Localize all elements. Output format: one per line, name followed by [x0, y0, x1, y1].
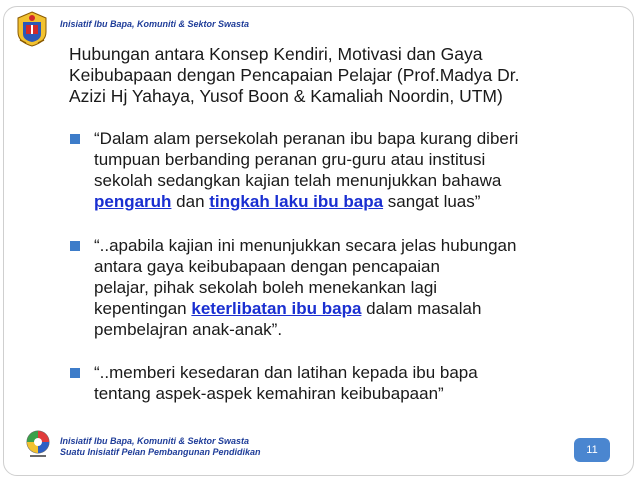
bullet-line: pelajar, pihak sekolah boleh menekankan lagi [94, 278, 438, 297]
bullet-line: pembelajran anak-anak”. [94, 320, 283, 339]
bullet-line: “..apabila kajian ini menunjukkan secara jelas hubungan [94, 236, 517, 255]
bullet-marker-icon [70, 134, 80, 144]
education-plan-emblem-icon [22, 428, 54, 460]
bullet-text [94, 362, 614, 404]
bullet-line: tumpuan berbanding peranan gru-guru atau institusi [94, 150, 486, 169]
slide-title [69, 44, 609, 107]
bullet-line: tentang aspek-aspek kemahiran keibubapaan” [94, 384, 444, 403]
footer-line: Suatu Inisiatif Pelan Pembangunan Pendidikan [60, 447, 261, 457]
highlight-term: pengaruh [94, 192, 172, 211]
bullet-fragment: kepentingan [94, 299, 192, 318]
highlight-term: tingkah laku ibu bapa [209, 192, 384, 211]
footer [60, 436, 261, 458]
bullet-marker-icon [70, 368, 80, 378]
footer-line: Inisiatif Ibu Bapa, Komuniti & Sektor Swasta [60, 436, 250, 446]
bullet-marker-icon [70, 241, 80, 251]
bullet-text [94, 128, 614, 212]
bullet-line [94, 298, 614, 319]
bullet-fragment: dan [171, 192, 210, 211]
title-line: Hubungan antara Konsep Kendiri, Motivasi dan Gaya [69, 44, 483, 64]
ministry-crest-icon [14, 10, 50, 48]
bullet-line: “..memberi kesedaran dan latihan kepada ibu bapa [94, 363, 478, 382]
bullet-text [94, 235, 614, 340]
title-line: Keibubapaan dengan Pencapaian Pelajar (Prof.Madya Dr. [69, 65, 520, 85]
bullet-line: antara gaya keibubapaan dengan pencapaian [94, 257, 440, 276]
header-text: Inisiatif Ibu Bapa, Komuniti & Sektor Swasta [60, 19, 250, 29]
bullet-line: “Dalam alam persekolah peranan ibu bapa kurang diberi [94, 129, 519, 148]
bullet-fragment: dalam masalah [361, 299, 482, 318]
title-line: Azizi Hj Yahaya, Yusof Boon & Kamaliah Noordin, UTM) [69, 86, 503, 106]
bullet-fragment: sangat luas” [383, 192, 481, 211]
page-number-badge: 11 [574, 438, 610, 462]
bullet-line [94, 191, 614, 212]
highlight-term: keterlibatan ibu bapa [191, 299, 362, 318]
bullet-line: sekolah sedangkan kajian telah menunjukkan bahawa [94, 171, 502, 190]
